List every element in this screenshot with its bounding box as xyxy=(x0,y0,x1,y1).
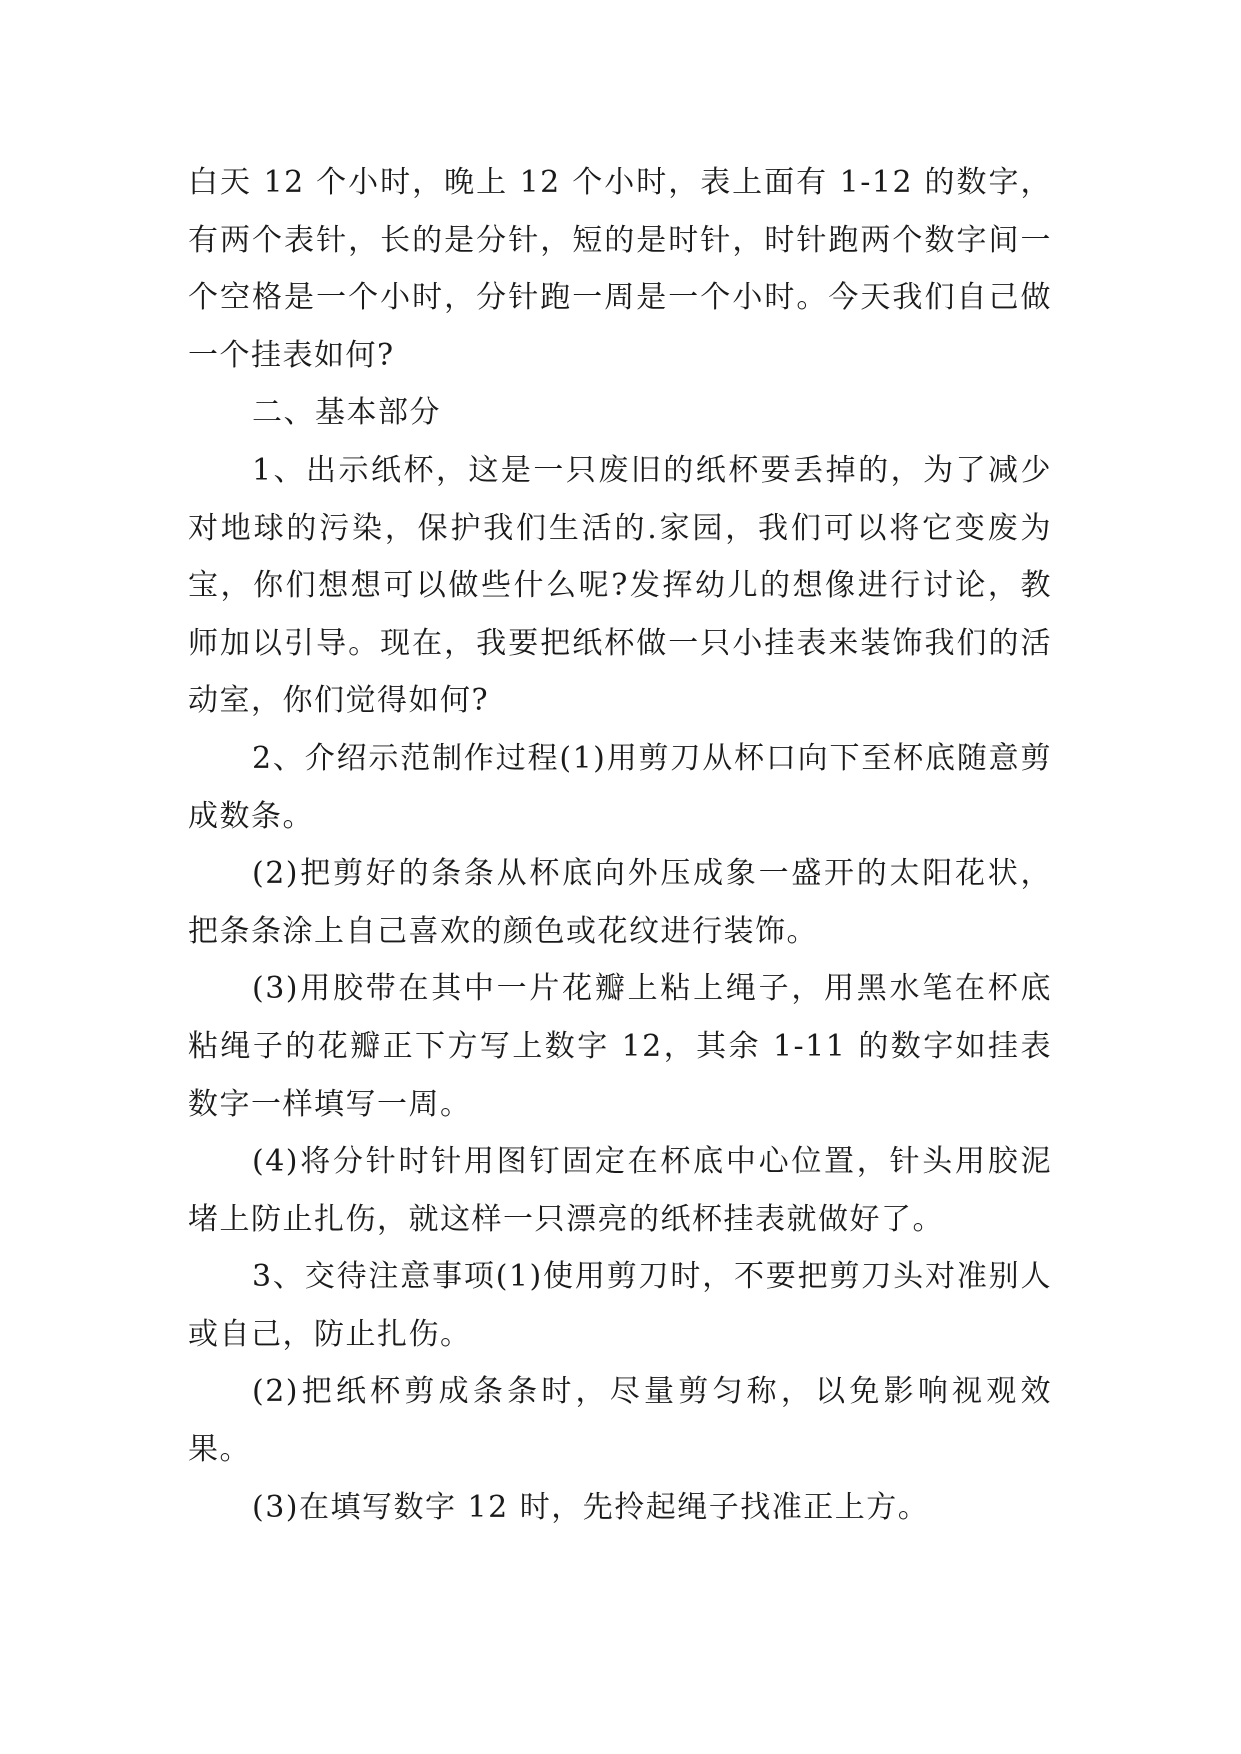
paragraph-intro-clock: 白天 12 个小时，晚上 12 个小时，表上面有 1-12 的数字，有两个表针，长的是分针，短的是时针，时针跑两个数字间一个空格是一个小时，分针跑一周是一个小时。今天我们自己做一个挂表如何? xyxy=(188,165,1052,373)
paragraph-step-3: 3、交待注意事项(1)使用剪刀时，不要把剪刀头对准别人或自己，防止扎伤。 xyxy=(188,1259,1052,1352)
paragraph-step-2-sub-3: (3)用胶带在其中一片花瓣上粘上绳子，用黑水笔在杯底粘绳子的花瓣正下方写上数字 12，其余 1-11 的数字如挂表数字一样填写一周。 xyxy=(188,971,1052,1122)
section-heading-basic-part: 二、基本部分 xyxy=(252,395,441,431)
paragraph-step-2-sub-2: (2)把剪好的条条从杯底向外压成象一盛开的太阳花状，把条条涂上自己喜欢的颜色或花纹进行装饰。 xyxy=(188,856,1052,949)
paragraph-step-3-sub-2: (2)把纸杯剪成条条时，尽量剪匀称，以免影响视观效果。 xyxy=(188,1374,1052,1468)
document-body xyxy=(188,154,1052,1536)
paragraph-step-3-sub-3: (3)在填写数字 12 时，先拎起绳子找准正上方。 xyxy=(252,1489,930,1525)
paragraph-step-2: 2、介绍示范制作过程(1)用剪刀从杯口向下至杯底随意剪成数条。 xyxy=(188,740,1052,834)
paragraph-step-1: 1、出示纸杯，这是一只废旧的纸杯要丢掉的，为了减少对地球的污染，保护我们生活的.家园，我们可以将它变废为宝，你们想想可以做些什么呢?发挥幼儿的想像进行讨论，教师加以引导。现在，我要把纸杯做一只小挂表来装饰我们的活动室，你们觉得如何? xyxy=(188,452,1052,719)
paragraph-step-2-sub-4: (4)将分针时针用图钉固定在杯底中心位置，针头用胶泥堵上防止扎伤，就这样一只漂亮的纸杯挂表就做好了。 xyxy=(188,1144,1052,1237)
